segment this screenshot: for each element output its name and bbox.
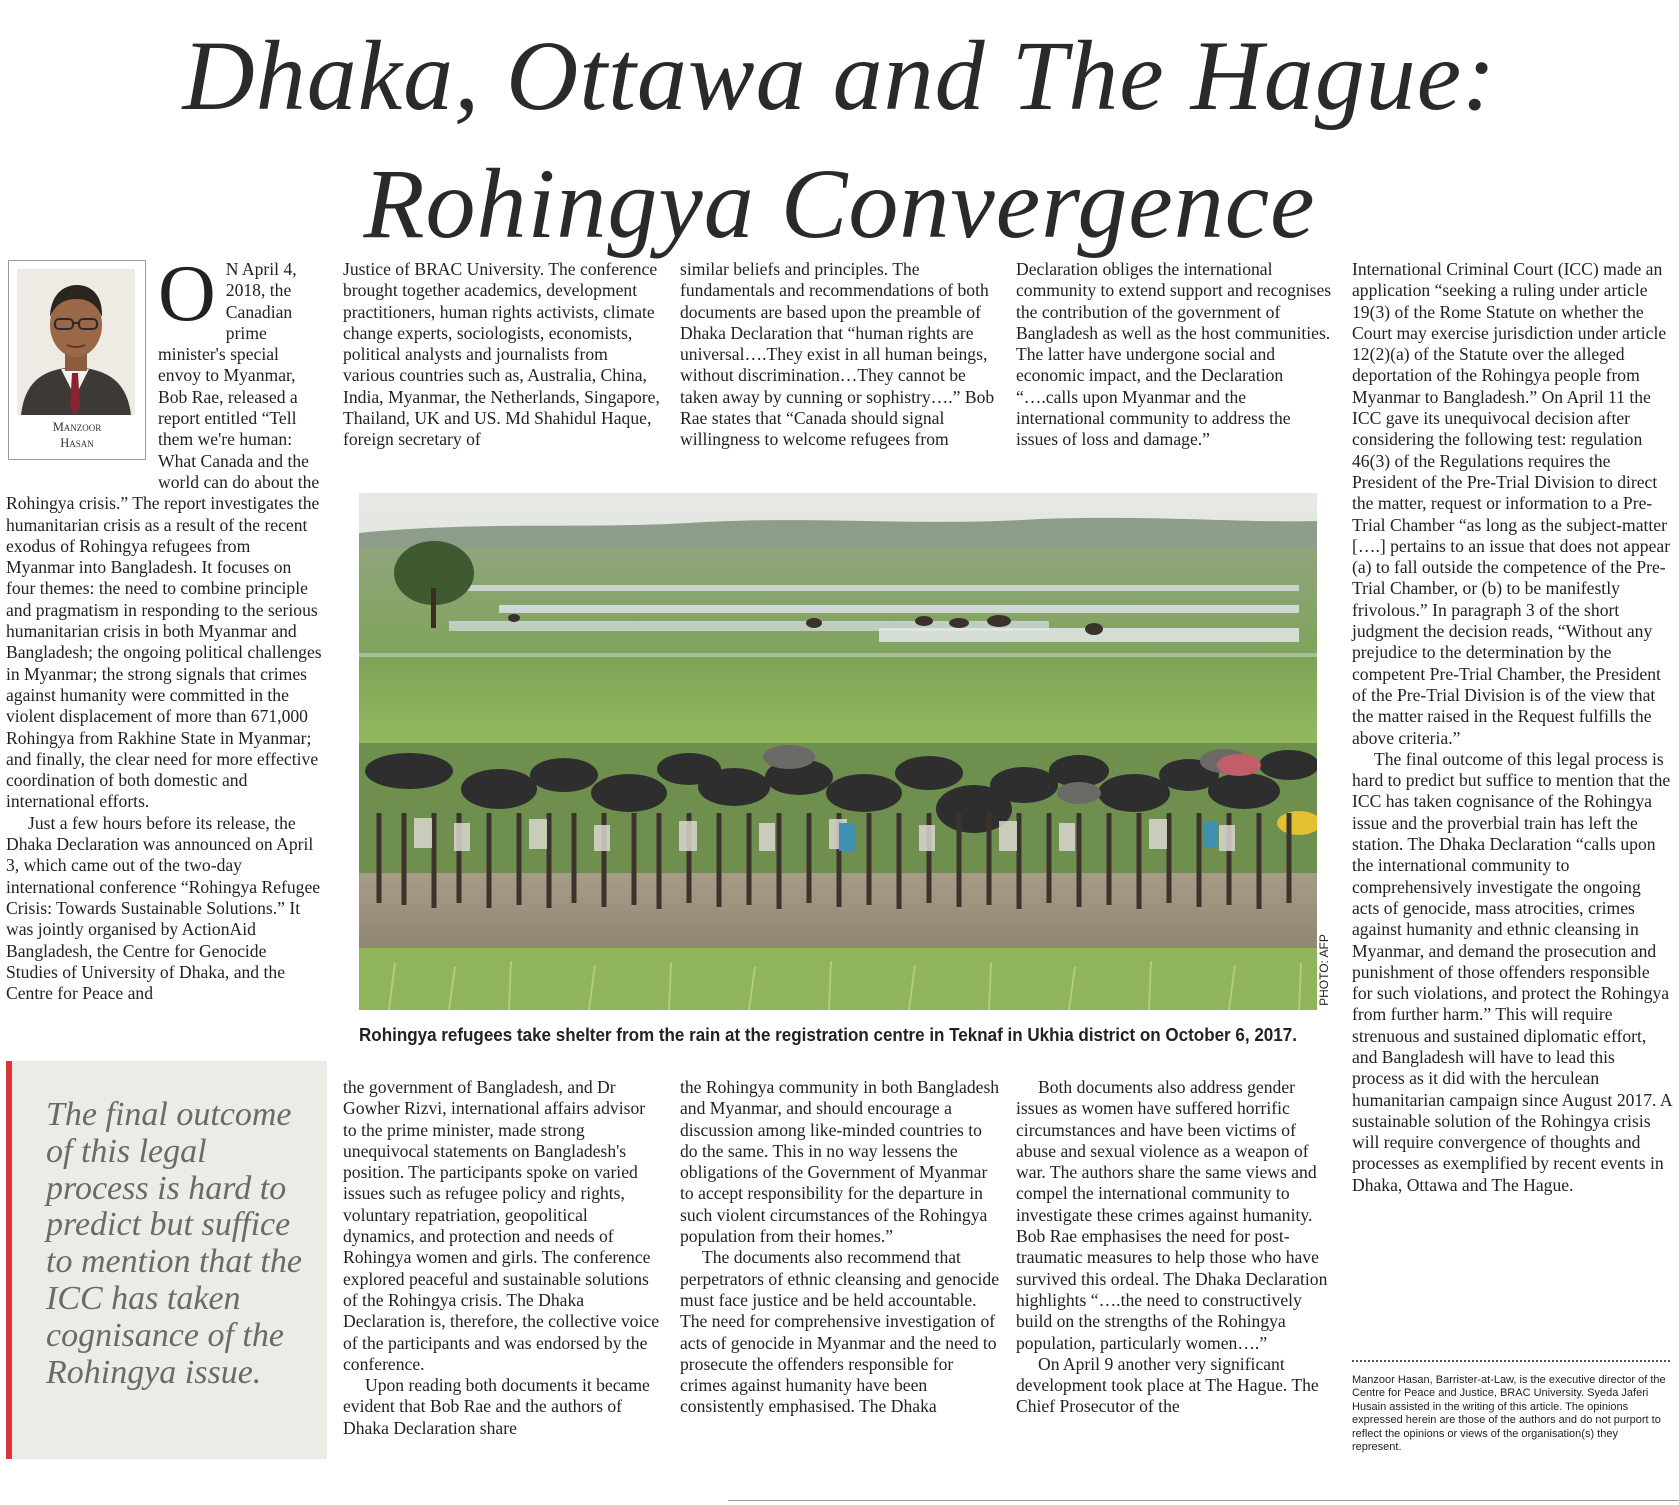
lead-paragraph-text: N April 4, 2018, the Canadian prime minister's special envoy to Myanmar, Bob Rae, released a report entitled “Tell them we're human: What Canada and the world can do about the Rohingya crisis.” The report investigates the humanitarian crisis as a result of the recent exodus of Rohingya refugees from Myanmar into Bangladesh. It focuses on four themes: the need to combine principle and pragmatism in responding to the serious humanitarian crisis in both Myanmar and Bangladesh; the ongoing political challenges in Myanmar; the strong signals that crimes against humanity were committed in the violent displacement of more than 671,000 Rohingya from Rakhine State in Myanmar; and finally, the clear need for more effective coordination of both domestic and international efforts. (6, 259, 322, 812)
col5-paragraph-2: The final outcome of this legal process is hard to predict but suffice to mention that the ICC has taken cognisance of the Rohingya issue and the proverbial train has left the station. The Dhaka Declaration “calls upon the international community to comprehensively investigate the ongoing acts of genocide, mass atrocities, crimes against humanity and ethnic cleansing in Myanmar, and demand the prosecution and punishment of those offenders responsible for such violations, and protect the Rohingya from further harm.” This will require strenuous and sustained diplomatic effort, and Bangladesh will have to lead this process as it did with the herculean humanitarian campaign since August 2017. A sustainable solution of the Rohingya crisis will require convergence of thoughts and processes as exemplified by recent events in Dhaka, Ottawa and The Hague. (1352, 748, 1672, 1195)
column-3-bottom (680, 1077, 1000, 1418)
author-name-line-2: Hasan (60, 436, 94, 450)
author-name-line-1: Manzoor (52, 420, 102, 434)
col2-top-text: Justice of BRAC University. The conference brought together academics, development practitioners, human rights activists, climate change experts, sociologists, economists, political analysts and journalists from various countries such as, Australia, China, India, Myanmar, the Netherlands, Singapore, Thailand, UK and US. Md Shahidul Haque, foreign secretary of (343, 259, 660, 450)
photo-credit-text: PHOTO: AFP (1317, 934, 1331, 1006)
article-headline (0, 12, 1679, 268)
pull-quote: The final outcome of this legal process is hard to predict but suffice to mention that the ICC has taken cognisance of the Rohingya issue. (46, 1096, 302, 1391)
pull-quote-box (6, 1061, 327, 1459)
column-2-bottom (343, 1077, 663, 1439)
col5-paragraph-1: International Criminal Court (ICC) made an application “seeking a ruling under article 19(3) of the Rome Statute on whether the Court may exercise jurisdiction under article 12(2)(a) of the Statute over the alleged deportation of the Rohingya people from Myanmar to Bangladesh.” On April 11 the ICC gave its unequivocal decision after considering the following test: regulation 46(3) of the Regulations requires the President of the Pre-Trial Division to direct the matter, request or information to a Pre-Trial Chamber “as long as the subject-matter [….] pertains to an issue that does not appear (a) to fall outside the competence of the Pre-Trial Chamber, or (b) to be manifestly frivolous.” In paragraph 3 of the short judgment the decision reads, “Without any prejudice to the determination by the competent Pre-Trial Chamber, the President of the Pre-Trial Division is of the view that the matter raised in the Request fulfills the above criteria.” (1352, 259, 1671, 748)
col3-bottom-paragraph-2: The documents also recommend that perpetrators of ethnic cleansing and genocide must face justice and be held accountable. The need for comprehensive investigation of acts of genocide in Myanmar and the need to prosecute the offenders responsible for crimes against humanity have been consistently emphasised. The Dhaka (680, 1247, 999, 1417)
headline-line-1: Dhaka, Ottawa and The Hague: (182, 20, 1497, 131)
column-2-top (343, 259, 663, 451)
column-4-bottom (1016, 1077, 1336, 1418)
headline-line-2: Rohingya Convergence (363, 148, 1316, 259)
col4-bottom-paragraph-1: Both documents also address gender issues as women have suffered horrific circumstances and have been victims of abuse and sexual violence as a weapon of war. The authors share the same views and compel the international community to investigate these crimes against humanity. Bob Rae emphasises the need for post-traumatic measures to help those who have survived this ordeal. The Dhaka Declaration highlights “….the need to constructively build on the strengths of the Rohingya population, particularly women….” (1016, 1077, 1328, 1353)
photo-credit (1316, 925, 1332, 1015)
col1-paragraph-2: Just a few hours before its release, the Dhaka Declaration was announced on April 3, which came out of the two-day international conference “Rohingya Refugee Crisis: Towards Sustainable Solutions.” It was jointly organised by ActionAid Bangladesh, the Centre for Genocide Studies of University of Dhaka, and the Centre for Peace and (6, 812, 321, 1004)
col3-top-text: similar beliefs and principles. The fundamentals and recommendations of both documents are based upon the preamble of Dhaka Declaration that “human rights are universal….They exist in all human beings, without discrimination…They cannot be taken away by cunning or sophistry….” Bob Rae states that “Canada should signal willingness to welcome refugees from (680, 259, 995, 450)
drop-cap: O (158, 250, 216, 338)
author-bio: Manzoor Hasan, Barrister-at-Law, is the executive director of the Centre for Peace and Justice, BRAC University. Syeda Jaferi Husain assisted in the writing of this article. The opinions expressed herein are those of the authors and do not purport to reflect the opinions or views of the organisation(s) they represent. (1352, 1374, 1666, 1454)
news-photo (359, 493, 1317, 1010)
col3-bottom-paragraph-1: the Rohingya community in both Bangladesh and Myanmar, and should encourage a discussion among like-minded countries to do the same. This in no way lessens the obligations of the Government of Myanmar to accept responsibility for the departure in such violent circumstances of the Rohingya population from their homes.” (680, 1077, 1000, 1247)
photo-caption: Rohingya refugees take shelter from the rain at the registration centre in Teknaf in Ukhia district on October 6, 2017. (359, 1024, 1297, 1045)
column-1 (6, 250, 322, 1004)
page-bottom-rule (728, 1500, 1679, 1501)
col2-bottom-paragraph-1: the government of Bangladesh, and Dr Gowher Rizvi, international affairs advisor to the prime minister, made strong unequivocal statements on Bangladesh's position. The participants spoke on varied issues such as refugee policy and rights, voluntary repatriation, geopolitical dynamics, and protection and needs of Rohingya women and girls. The conference explored peaceful and sustainable solutions of the Rohingya crisis. The Dhaka Declaration is, therefore, the collective voice of the participants and was endorsed by the conference. (343, 1077, 660, 1374)
col4-bottom-paragraph-2: On April 9 another very significant development took place at The Hague. The Chief Prosecutor of the (1016, 1353, 1319, 1417)
bio-divider (1352, 1360, 1670, 1362)
column-5 (1352, 259, 1672, 1196)
refugees-in-rain-photo-icon (359, 493, 1317, 1010)
col2-bottom-paragraph-2: Upon reading both documents it became evident that Bob Rae and the authors of Dhaka Declaration share (343, 1375, 650, 1438)
author-box-spacer (6, 259, 158, 474)
column-3-top (680, 259, 1000, 451)
column-4-top (1016, 259, 1336, 451)
col4-top-text: Declaration obliges the international community to extend support and recognises the contribution of the government of Bangladesh as well as the host communities. The latter have undergone social and economic impact, and the Declaration “….calls upon Myanmar and the international community to address the issues of loss and damage.” (1016, 259, 1332, 450)
